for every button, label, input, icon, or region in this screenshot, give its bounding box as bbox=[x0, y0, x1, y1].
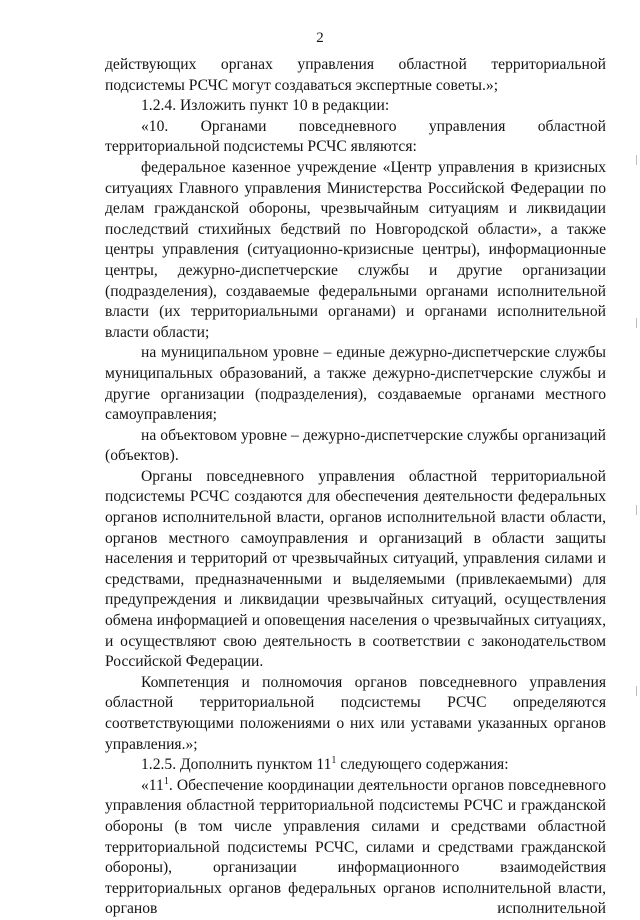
scan-edge-mark bbox=[636, 155, 637, 165]
page-number: 2 bbox=[316, 30, 324, 46]
scan-edge-mark bbox=[636, 318, 637, 328]
item-11-1-lead: «11 bbox=[141, 776, 164, 794]
scan-edge-mark bbox=[636, 686, 637, 696]
superscript-index: 1 bbox=[331, 755, 337, 767]
item-11-1-body: . Обеспечение координации деятельности органов повседневного управления областной территориальной подсистемы РСЧС и гражданской обороны (в том числе управления силами и средствами областной территориальной подсистемы РСЧС, силами и средствами гражданской обороны), организации информационного взаимодействия территориальных органов федеральных органов исполнительной власти, органов исполнительной bbox=[105, 776, 606, 918]
document-body bbox=[105, 55, 606, 920]
paragraph-continuation: действующих органах управления областной территориальной подсистемы РСЧС могут создаваться экспертные советы.»; bbox=[105, 56, 606, 94]
paragraph-object-level: на объектовом уровне – дежурно-диспетчерские службы организаций (объектов). bbox=[105, 426, 606, 465]
scan-edge-mark bbox=[636, 505, 637, 515]
paragraph-municipal-level: на муниципальном уровне – единые дежурно-диспетчерские службы муниципальных образований, а также дежурно-диспетчерские службы и другие организации (подразделения), создаваемые органами местного самоуправления; bbox=[105, 344, 606, 424]
scan-edge-marks bbox=[632, 0, 640, 905]
superscript-index: 1 bbox=[163, 775, 169, 787]
paragraph-federal-level: федеральное казенное учреждение «Центр управления в кризисных ситуациях Главного управления Министерства Российской Федерации по делам гражданской обороны, чрезвычайным ситуациям и ликвидации последствий стихийных бедствий по Новгородской области», а также центры управления (ситуационно-кризисные центры), информационные центры, дежурно-диспетчерские службы и другие организации (подразделения), создаваемые федеральными органами исполнительной власти (их территориальными органами) и органами исполнительной власти области; bbox=[105, 158, 606, 341]
paragraph-clause-1-2-5 bbox=[105, 755, 606, 776]
paragraph-item-10: «10. Органами повседневного управления областной территориальной подсистемы РСЧС являются: bbox=[105, 117, 606, 156]
clause-1-2-5-lead: 1.2.5. Дополнить пунктом 11 bbox=[141, 756, 332, 774]
paragraph-clause-1-2-4: 1.2.4. Изложить пункт 10 в редакции: bbox=[141, 97, 390, 115]
paragraph-purpose: Органы повседневного управления областной территориальной подсистемы РСЧС создаются для обеспечения деятельности федеральных органов исполнительной власти, органов исполнительной власти области, органов местного самоуправления и организаций в области защиты населения и территорий от чрезвычайных ситуаций, управления силами и средствами, предназначенными и выделяемыми (привлекаемыми) для предупреждения и ликвидации чрезвычайных ситуаций, осуществления обмена информацией и оповещения населения о чрезвычайных ситуациях, и осуществляют свою деятельность в соответствии с законодательством Российской Федерации. bbox=[105, 467, 606, 671]
paragraph-competence: Компетенция и полномочия органов повседневного управления областной территориальной подсистемы РСЧС определяются соответствующими положениями о них или уставами указанных органов управления.»; bbox=[105, 673, 606, 753]
clause-1-2-5-tail: следующего содержания: bbox=[336, 756, 509, 774]
paragraph-item-11-1 bbox=[105, 776, 606, 920]
